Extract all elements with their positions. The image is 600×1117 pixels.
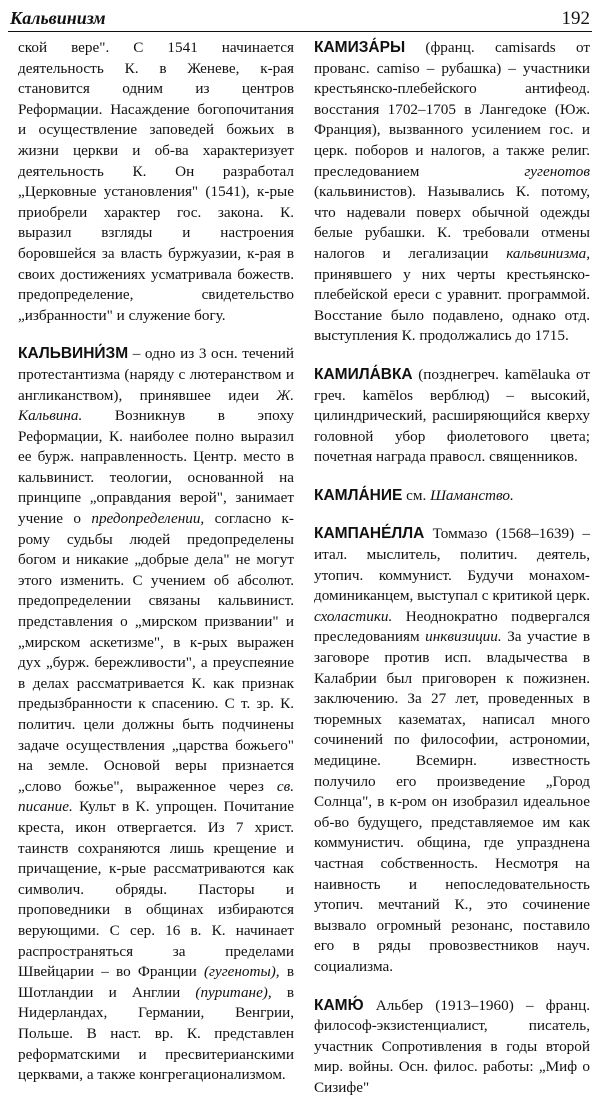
- entry-text: (позднегреч. kamēlauka от греч. kamēlos верблюд) – высокий, цилиндрический, расширяющийся кверху головной убор фиолетового цвета; почетная награда правосл. священников.: [314, 365, 590, 466]
- cross-reference: (гугеноты),: [203, 963, 280, 981]
- headword-kamlanie: КАМЛА́НИЕ: [314, 486, 403, 504]
- entry-text: в Шотландии и Англии: [18, 963, 294, 1001]
- entry-text: см.: [402, 486, 431, 504]
- entry-text: Томмазо (1568–1639) – итал. мыслитель, политич. деятель, утопич. коммунист. Будучи монахом-доминиканцем, выступал с критикой церк.: [314, 525, 590, 605]
- cross-reference: Ж. Кальвина.: [18, 386, 294, 425]
- entry-text: За участие в заговоре против исп. владычества в Калабрии был приговорен к пожизнен. заключению. За 27 лет, проведенных в тюремных казематах, написал много сочинений по философии, астрономии, медицине. Всемирн. известность получило его произведение „Город Солнца", в к-ром он изобразил идеальное об-во будущего, представляемое им как коммунистич. община, где упразднена частная собственность. Несмотря на наивность и непоследовательность утопич. мечтаний К., это сочинение вызвало огромный резонанс, поставило его в ряды провозвестников науч. социализма.: [314, 628, 590, 975]
- headword-campanella: КАМПАНЕ́ЛЛА: [314, 525, 425, 543]
- continuation-text: ской вере". С 1541 начинается деятельность К. в Женеве, к-рая становится одним из центров Реформации. Насаждение богопочитания и осуществление заповедей божьих в жизни церкви и об-ва характеризует деятельность К. Он разработал „Церковные установления" (1541), к-рые приобрели характер гос. закона. К. выразил взгляды и настроения боровшейся за власть буржуазии, к-рая в своих достижениях усматривала божеств. предопределение, свидетельство „избранности" и служение богу.: [18, 39, 294, 324]
- entry-campanella: [314, 524, 590, 977]
- entry-text: в Нидерландах, Германии, Венгрии, Польше. В наст. вр. К. представлен реформатскими и пресвитерианскими церквами, а также конгрегационализмом.: [18, 983, 295, 1084]
- headword-camus: КАМЮ́: [314, 996, 364, 1014]
- headword-kamizary: КАМИЗА́РЫ: [314, 39, 406, 56]
- entry-text: согласно к-рому судьбы людей предопределены богом и никакие „добрые дела" не могут этого изменить. С учением об абсолют. предопределении связаны кальвинист. представления о „мирском призвании" и „мирском аскетизме", в к-рых выражен дух „бурж. бережливости", а преуспеяние в делах рассматривается К. как признак предызбранности к спасению. С т. зр. К. политич. цели должны быть подчинены задаче осуществления „царства божьего" на земле. Основой веры признается „слово божье", выраженное через: [18, 510, 294, 795]
- left-column: [18, 38, 294, 1104]
- entry-kamlanie: [314, 486, 590, 507]
- cross-reference: инквизиции.: [425, 628, 502, 646]
- cross-reference: кальвинизма,: [506, 244, 590, 262]
- cross-reference: гугенотов: [524, 162, 590, 180]
- headword-kalvinizm: КАЛЬВИНИ́ЗМ: [18, 345, 129, 363]
- entry-text: Альбер (1913–1960) – франц. философ-экзистенциалист, писатель, участник Сопротивления в годы второй мир. войны. Осн. филос. работы: „Миф о Сизифе": [314, 996, 590, 1096]
- right-column: [314, 38, 590, 1117]
- entry-text: Неоднократно подвергался преследованиям: [314, 607, 590, 646]
- cross-reference: (пуритане),: [195, 983, 272, 1001]
- cross-reference: Шаманство.: [430, 486, 514, 504]
- entry-camus: [314, 996, 590, 1099]
- cross-reference: схоластики.: [314, 607, 393, 625]
- running-title: Кальвинизм: [10, 8, 106, 28]
- entry-text: – одно из 3 осн. течений протестантизма (наряду с лютеранством и англиканством), принявшее идеи: [18, 345, 294, 404]
- entry-text: (франц. camisards от прованс. camiso – рубашка) – участники крестьянско-плебейского антифеод. восстания 1702–1705 в Лангедоке (Юж. Франция), вызванного усилением гос. и церк. поборов и налогов, а также религ. преследованием: [314, 39, 590, 180]
- cross-reference: св. писание.: [18, 777, 294, 816]
- entry-text: Возникнув в эпоху Реформации, К. наиболее полно выразил ее бурж. направленность. Центр. место в кальвинист. теологии, основанной на принципе „оправдания верой", занимает учение о: [18, 407, 294, 528]
- running-head: [8, 6, 592, 32]
- headword-kamilavka: КАМИЛА́ВКА: [314, 365, 413, 383]
- entry-text: (кальвинистов). Назывались К. потому, что надевали поверх обычной одежды белые рубашки. К. требовали отмены налогов и легализации: [314, 183, 590, 262]
- header-rule: [8, 31, 592, 32]
- page-number: 192: [561, 8, 590, 29]
- entry-kamilavka: [314, 365, 590, 468]
- entry-text: принявшего у них черты крестьянско-плебейской ереси с уравнит. программой. Восстание было подавлено, однако отд. выступления К. продолжались до 1715.: [314, 265, 590, 345]
- cross-reference: предопределении,: [91, 510, 205, 528]
- entry-kamizary: [314, 38, 590, 347]
- entry-text: Культ в К. упрощен. Почитание креста, икон отвергается. Из 7 христ. таинств сохраняются лишь крещение и причащение, к-рые рассматриваются как символич. обряды. Пасторы и проповедники в общинах избираются верующими. С сер. 16 в. К. начинает распространяться за пределами Швейцарии – во Франции: [18, 798, 294, 981]
- entry-kalvinizm: [18, 344, 294, 1085]
